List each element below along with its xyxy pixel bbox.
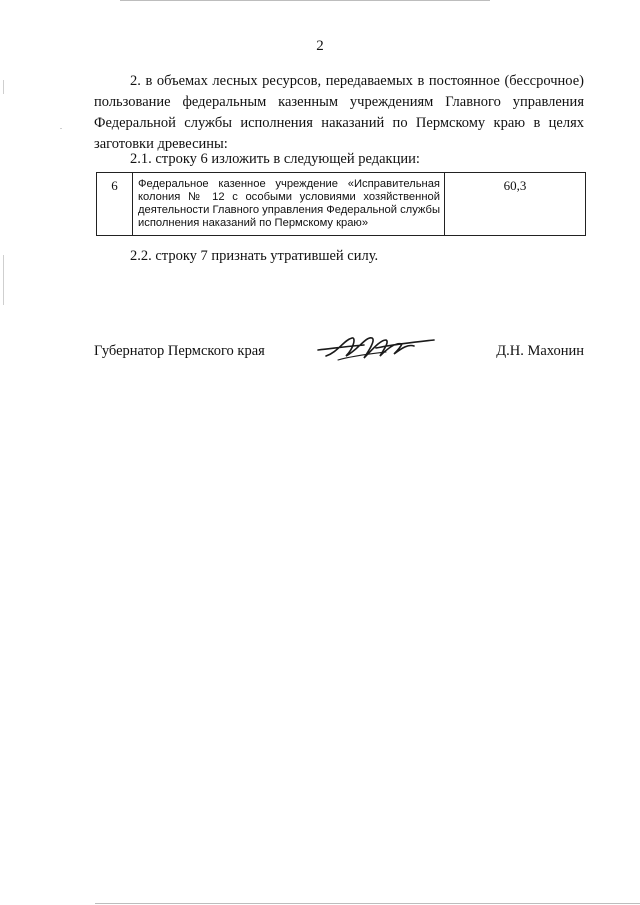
table-row-value: 60,3	[503, 178, 527, 193]
signatory-name: Д.Н. Махонин	[496, 343, 584, 359]
paragraph-row-7-repeal: 2.2. строку 7 признать утратившей силу.	[130, 248, 379, 264]
scan-artifact	[3, 255, 4, 305]
amendment-table	[96, 172, 586, 236]
scan-bottom-edge	[95, 903, 640, 904]
scan-artifact	[3, 80, 4, 94]
scan-artifact	[60, 128, 62, 129]
table-row-institution-name: Федеральное казенное учреждение «Исправительная колония № 12 с особыми условиями хозяйственной деятельности Главного управления Федеральной службы исполнения наказаний по Пермскому краю»	[133, 173, 445, 235]
page-number: 2	[316, 38, 324, 54]
signatory-title: Губернатор Пермского края	[94, 343, 265, 359]
paragraph-row-6-amendment: 2.1. строку 6 изложить в следующей редакции:	[130, 151, 420, 167]
scan-top-edge	[120, 0, 490, 1]
paragraph-forest-resources: 2. в объемах лесных ресурсов, передаваемых в постоянное (бессрочное) пользование федеральным казенным учреждениям Главного управления Федеральной службы исполнения наказаний по Пермскому краю в целях заготовки древесины:	[94, 73, 584, 152]
table-row-number: 6	[97, 173, 133, 235]
handwritten-signature-icon	[316, 326, 436, 366]
